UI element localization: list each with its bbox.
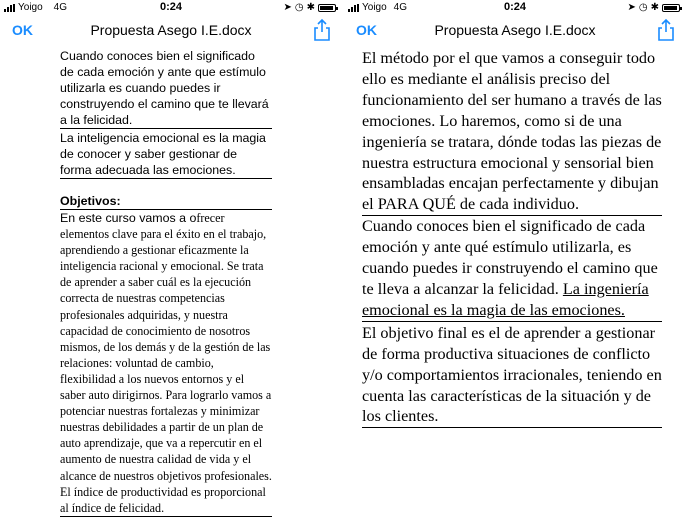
paragraph: La inteligencia emocional es la magia de conocer y saber gestionar de forma adecuada las emociones.	[60, 130, 272, 179]
network-label: 4G	[393, 2, 408, 13]
battery-icon	[318, 4, 336, 12]
paragraph-text: frecer elementos clave para el éxito en el trabajo, aprendiendo a gestionar eficazmente la inteligencia racional y emocional. Se trata de aprender a saber cuál es la ejecución correcta de nuestras competencias profesionales adquiridas, y nuestra capacidad de conocimiento de nosotros mismos, de los demás y de la gestión de las relaciones: voluntad de cambio, flexibilidad a los nuevos entornos y el saber auto dirigirnos. Para lograrlo vamos a potenciar nuestras fortalezas y minimizar nuestras debilidades a partir de un plan de auto aprendizaje, que va a repercutir en el aumento de nuestra calidad de vida y el alcance de nuestros objetivos profesionales. El índice de productividad es proporcional al índice de felicidad.	[60, 211, 272, 515]
document-title: Propuesta Asego I.E.docx	[90, 22, 252, 38]
document-body[interactable]	[60, 48, 272, 517]
carrier-label: Yoigo	[18, 2, 43, 13]
bluetooth-icon: ✱	[306, 2, 315, 13]
nav-bar	[344, 16, 686, 44]
bluetooth-icon: ✱	[650, 2, 659, 13]
paragraph: Cuando conoces bien el significado de cada emoción y ante que estímulo utilizarla es cuando puedes ir construyendo el camino que te llevará a la felicidad.	[60, 48, 272, 129]
status-time: 0:24	[503, 1, 527, 13]
battery-icon	[662, 4, 680, 12]
document-title: Propuesta Asego I.E.docx	[434, 22, 596, 38]
paragraph	[60, 210, 272, 517]
right-screen	[344, 0, 686, 525]
location-icon: ➤	[283, 2, 292, 13]
ok-button[interactable]: OK	[12, 22, 33, 38]
paragraph-lead: En este curso vamos a o	[60, 211, 197, 225]
status-time: 0:24	[159, 1, 183, 13]
nav-bar	[0, 16, 342, 44]
document-body[interactable]	[362, 48, 662, 428]
section-heading: Objetivos:	[60, 193, 272, 210]
underlined-text: La ingeniería emocional es la magia de las emociones.	[362, 279, 649, 319]
network-label: 4G	[53, 2, 68, 13]
paragraph	[362, 216, 662, 322]
carrier-label: Yoigo	[362, 2, 387, 13]
location-icon: ➤	[627, 2, 636, 13]
ok-button[interactable]: OK	[356, 22, 377, 38]
paragraph-text: Cuando conoces bien el significado de cada emoción y ante qué estímulo utilizarla, es cuando puedes ir construyendo el camino que te lleva a alcanzar la felicidad.	[362, 217, 658, 298]
alarm-icon: ◷	[294, 2, 304, 13]
paragraph: El método por el que vamos a conseguir todo ello es mediante el análisis preciso del funcionamiento del ser humano a través de las emociones. Lo haremos, como si de una ingeniería se tratara, dónde todas las piezas de nuestra estructura emocional y sensorial bien ensambladas encajan perfectamente y dibujan el PARA QUÉ de cada individuo.	[362, 48, 662, 216]
share-icon[interactable]	[656, 18, 676, 42]
alarm-icon: ◷	[638, 2, 648, 13]
left-screen	[0, 0, 342, 525]
status-bar	[0, 0, 342, 16]
share-icon[interactable]	[312, 18, 332, 42]
paragraph: El objetivo final es el de aprender a gestionar de forma productiva situaciones de conflicto y/o comportamientos irracionales, teniendo en cuenta las características de la situación y de los clientes.	[362, 323, 662, 429]
status-bar	[344, 0, 686, 16]
